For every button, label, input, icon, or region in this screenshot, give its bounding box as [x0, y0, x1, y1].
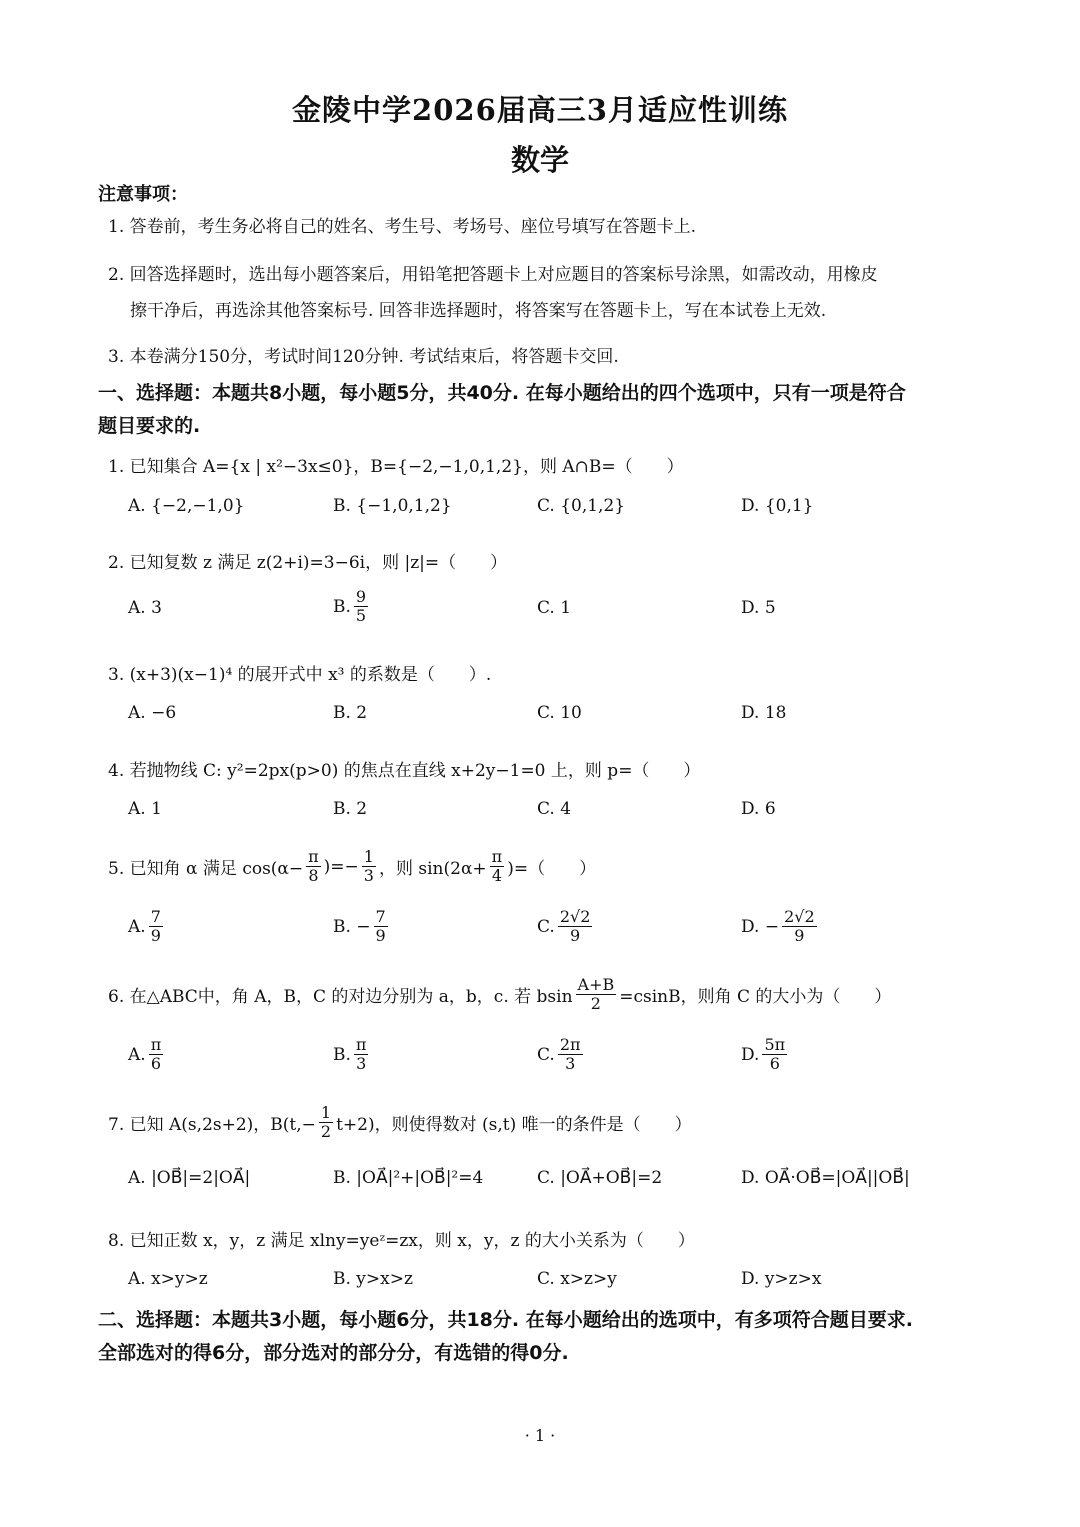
numerator: π: [150, 1035, 162, 1054]
denominator: 6: [769, 1054, 780, 1073]
numerator: 2π: [559, 1035, 581, 1054]
stem-part: =csinB，则角 C 的大小为（ ）: [619, 987, 892, 1007]
option-label: C.: [537, 1044, 555, 1065]
numerator: 1: [363, 847, 374, 866]
question-2: 2. 已知复数 z 满足 z(2+i)=3−6i，则 |z|=（ ）: [108, 553, 508, 573]
fraction: [558, 908, 593, 945]
option-b: [333, 1036, 371, 1073]
denominator: 9: [570, 926, 581, 945]
question-1-options: [128, 496, 988, 536]
option-d: D. {0,1}: [741, 496, 814, 516]
fraction: [782, 908, 817, 945]
numerator: 2√2: [784, 907, 815, 926]
option-b: B. 2: [333, 799, 368, 819]
fraction: [558, 1036, 583, 1073]
fraction: [354, 588, 368, 625]
numerator: π: [308, 847, 319, 866]
numerator: 2√2: [559, 907, 591, 926]
option-a: A. |OB⃗|=2|OA⃗|: [128, 1168, 251, 1188]
section1-line2: 题目要求的.: [98, 415, 201, 437]
option-d: [741, 908, 820, 945]
question-4: 4. 若抛物线 C: y²=2px(p>0) 的焦点在直线 x+2y−1=0 上，则 p=（ ）: [108, 761, 701, 781]
option-a: [128, 908, 166, 945]
stem-part: t+2)，则使得数对 (s,t) 唯一的条件是（ ）: [336, 1115, 692, 1135]
numerator: A+B: [577, 975, 615, 994]
question-8: 8. 已知正数 x，y，z 满足 xlny=yeᶻ=zx，则 x，y，z 的大小关系为（ ）: [108, 1231, 695, 1251]
fraction: [762, 1036, 787, 1073]
stem-part: 6. 在△ABC中，角 A，B，C 的对边分别为 a，b，c. 若 bsin: [108, 987, 573, 1007]
option-a: A. 3: [128, 598, 162, 618]
option-b: B. |OA⃗|²+|OB⃗|²=4: [333, 1168, 484, 1188]
question-5: [108, 848, 988, 885]
question-4-options: [128, 799, 988, 839]
section2-line2: 全部选对的得6分，部分选对的部分分，有选错的得0分.: [98, 1342, 569, 1364]
notice-heading: 注意事项：: [98, 184, 188, 205]
stem-part: 5. 已知角 α 满足 cos(α−: [108, 859, 304, 879]
numerator: 7: [150, 907, 161, 926]
stem-part: 7. 已知 A(s,2s+2)，B(t,−: [108, 1115, 316, 1135]
exam-title: 金陵中学2026届高三3月适应性训练: [292, 93, 788, 127]
option-label: D.: [741, 1044, 760, 1065]
option-b: B. {−1,0,1,2}: [333, 496, 452, 516]
numerator: 9: [355, 587, 367, 606]
question-7-options: [128, 1168, 988, 1208]
option-a: A. {−2,−1,0}: [128, 496, 245, 516]
option-d: D. OA⃗·OB⃗=|OA⃗||OB⃗|: [741, 1168, 910, 1188]
notice-item-2: 2. 回答选择题时，选出每小题答案后，用铅笔把答题卡上对应题目的答案标号涂黑，如需改动，用橡皮: [108, 265, 878, 285]
denominator: 8: [308, 866, 319, 885]
question-5-options: [128, 908, 988, 948]
section2-line1: 二、选择题：本题共3小题，每小题6分，共18分. 在每小题给出的选项中，有多项符合题目要求.: [98, 1309, 913, 1331]
numerator: 1: [320, 1103, 332, 1122]
question-2-options: [128, 588, 988, 628]
fraction: [490, 848, 505, 885]
option-b: [333, 908, 391, 945]
denominator: 9: [375, 926, 386, 945]
stem-part: )=−: [323, 856, 359, 877]
option-c: C. 10: [537, 703, 582, 723]
denominator: 9: [150, 926, 161, 945]
option-b: [333, 588, 371, 625]
option-label: B.: [333, 1044, 351, 1065]
denominator: 2: [590, 994, 601, 1013]
numerator: π: [491, 847, 503, 866]
option-label: A.: [128, 916, 146, 937]
fraction: [149, 908, 163, 945]
fraction: [306, 848, 321, 885]
fraction: [576, 976, 617, 1013]
section1-line1: 一、选择题：本题共8小题，每小题5分，共40分. 在每小题给出的四个选项中，只有一项是符合: [98, 382, 906, 404]
option-label: C.: [537, 916, 555, 937]
option-label: B. −: [333, 916, 371, 937]
denominator: 3: [363, 866, 374, 885]
numerator: 5π: [764, 1035, 786, 1054]
option-label: D. −: [741, 916, 780, 937]
fraction: [149, 1036, 164, 1073]
stem-part: )=（ ）: [507, 859, 597, 879]
option-c: C. x>z>y: [537, 1269, 617, 1289]
question-6-options: [128, 1036, 988, 1076]
fraction: [319, 1104, 333, 1141]
option-d: D. y>z>x: [741, 1269, 822, 1289]
denominator: 6: [150, 1054, 162, 1073]
denominator: 9: [794, 926, 805, 945]
option-b: B. y>x>z: [333, 1269, 413, 1289]
question-1: 1. 已知集合 A={x | x²−3x≤0}，B={−2,−1,0,1,2}，则 A∩B=（ ）: [108, 457, 684, 477]
option-c: C. 4: [537, 799, 572, 819]
fraction: [354, 1036, 369, 1073]
section2-heading: [98, 1304, 988, 1370]
option-c: [537, 1036, 586, 1073]
denominator: 3: [565, 1054, 576, 1073]
exam-subject: 数学: [510, 143, 569, 177]
option-c: C. {0,1,2}: [537, 496, 626, 516]
option-d: D. 18: [741, 703, 787, 723]
page-number: · 1 ·: [524, 1426, 556, 1445]
option-c: C. |OA⃗+OB⃗|=2: [537, 1168, 663, 1188]
question-3-options: [128, 703, 988, 743]
denominator: 2: [320, 1122, 332, 1141]
denominator: 3: [356, 1054, 367, 1073]
notice-item-2-cont: 擦干净后，再选涂其他答案标号. 回答非选择题时，将答案写在答题卡上，写在本试卷上无效.: [130, 301, 827, 321]
option-label: A.: [128, 1044, 146, 1065]
option-a: A. 1: [128, 799, 162, 819]
question-7: [108, 1104, 988, 1141]
option-a: A. x>y>z: [128, 1269, 208, 1289]
option-d: D. 5: [741, 598, 776, 618]
denominator: 5: [355, 606, 367, 625]
question-3: 3. (x+3)(x−1)⁴ 的展开式中 x³ 的系数是（ ）.: [108, 665, 492, 685]
question-6: [108, 976, 988, 1013]
fraction: [362, 848, 376, 885]
fraction: [374, 908, 388, 945]
option-label: B.: [333, 596, 351, 617]
numerator: 7: [375, 907, 386, 926]
option-a: A. −6: [128, 703, 177, 723]
option-c: C. 1: [537, 598, 572, 618]
option-c: [537, 908, 595, 945]
notice-item-1: 1. 答卷前，考生务必将自己的姓名、考生号、考场号、座位号填写在答题卡上.: [108, 217, 697, 237]
option-a: [128, 1036, 166, 1073]
question-8-options: [128, 1269, 988, 1309]
denominator: 4: [491, 866, 503, 885]
option-b: B. 2: [333, 703, 368, 723]
stem-part: ，则 sin(2α+: [378, 859, 487, 879]
notice-item-3: 3. 本卷满分150分，考试时间120分钟. 考试结束后，将答题卡交回.: [108, 347, 619, 367]
numerator: π: [355, 1035, 367, 1054]
option-d: [741, 1036, 790, 1073]
section1-heading: [98, 377, 988, 443]
option-d: D. 6: [741, 799, 776, 819]
